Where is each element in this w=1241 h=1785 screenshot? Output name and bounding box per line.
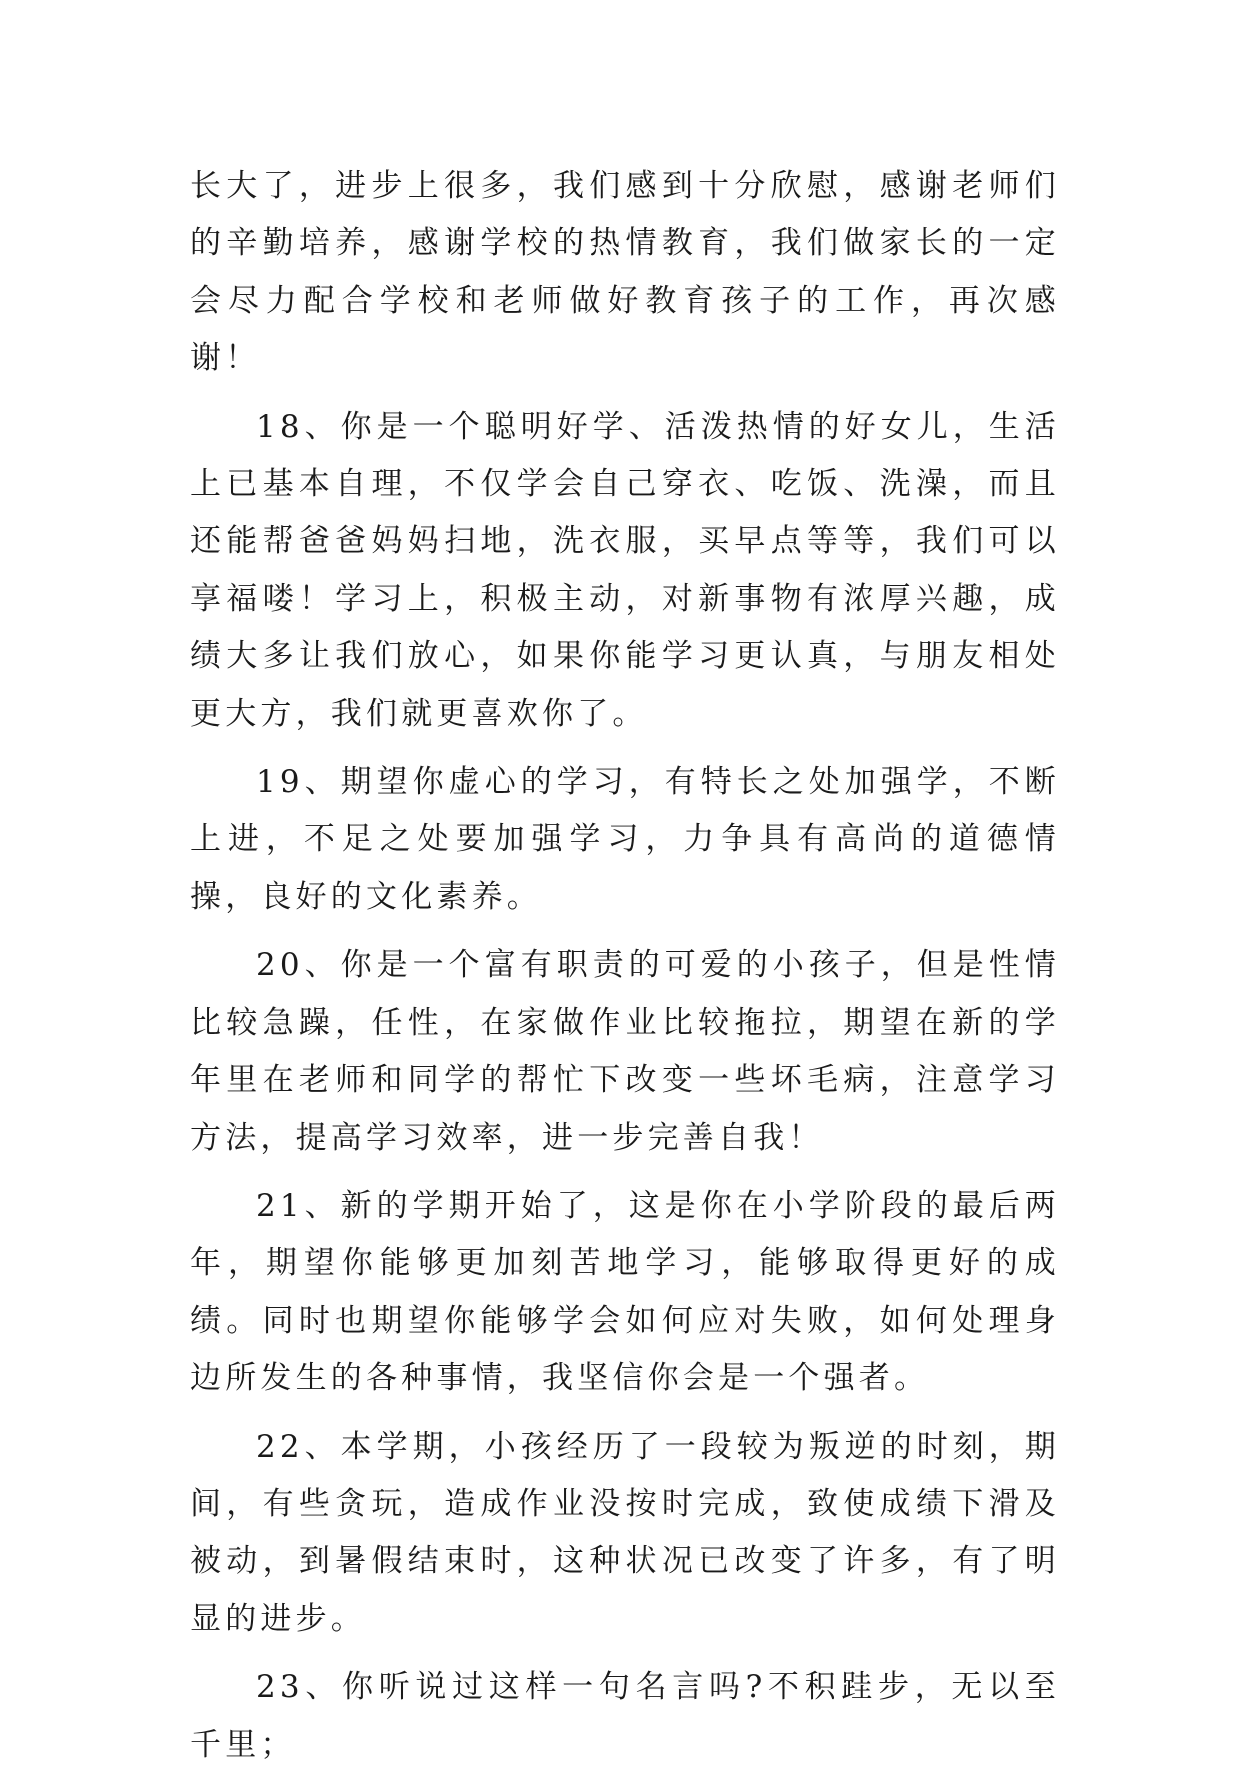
paragraph-continuation: 长大了，进步上很多，我们感到十分欣慰，感谢老师们的辛勤培养，感谢学校的热情教育，我们做家长的一定会尽力配合学校和老师做好教育孩子的工作，再次感谢！: [190, 168, 1060, 377]
document-body: [190, 158, 1060, 1785]
paragraph-21: 21、新的学期开始了，这是你在小学阶段的最后两年，期望你能够更加刻苦地学习，能够取得更好的成绩。同时也期望你能够学会如何应对失败，如何处理身边所发生的各种事情，我坚信你会是一个强者。: [190, 1187, 1060, 1397]
paragraph-20: 20、你是一个富有职责的可爱的小孩子，但是性情比较急躁，任性，在家做作业比较拖拉，期望在新的学年里在老师和同学的帮忙下改变一些坏毛病，注意学习方法，提高学习效率，进一步完善自我！: [190, 947, 1060, 1156]
paragraph-23: 23、你听说过这样一句名言吗?不积跬步，无以至千里；: [190, 1669, 1060, 1763]
paragraph-19: 19、期望你虚心的学习，有特长之处加强学，不断上进，不足之处要加强学习，力争具有高尚的道德情操，良好的文化素养。: [190, 764, 1060, 915]
paragraph-18: 18、你是一个聪明好学、活泼热情的好女儿，生活上已基本自理，不仅学会自己穿衣、吃饭、洗澡，而且还能帮爸爸妈妈扫地，洗衣服，买早点等等，我们可以享福喽！学习上，积极主动，对新事物有浓厚兴趣，成绩大多让我们放心，如果你能学习更认真，与朋友相处更大方，我们就更喜欢你了。: [190, 408, 1060, 732]
paragraph-22: 22、本学期，小孩经历了一段较为叛逆的时刻，期间，有些贪玩，造成作业没按时完成，致使成绩下滑及被动，到暑假结束时，这种状况已改变了许多，有了明显的进步。: [190, 1428, 1060, 1637]
